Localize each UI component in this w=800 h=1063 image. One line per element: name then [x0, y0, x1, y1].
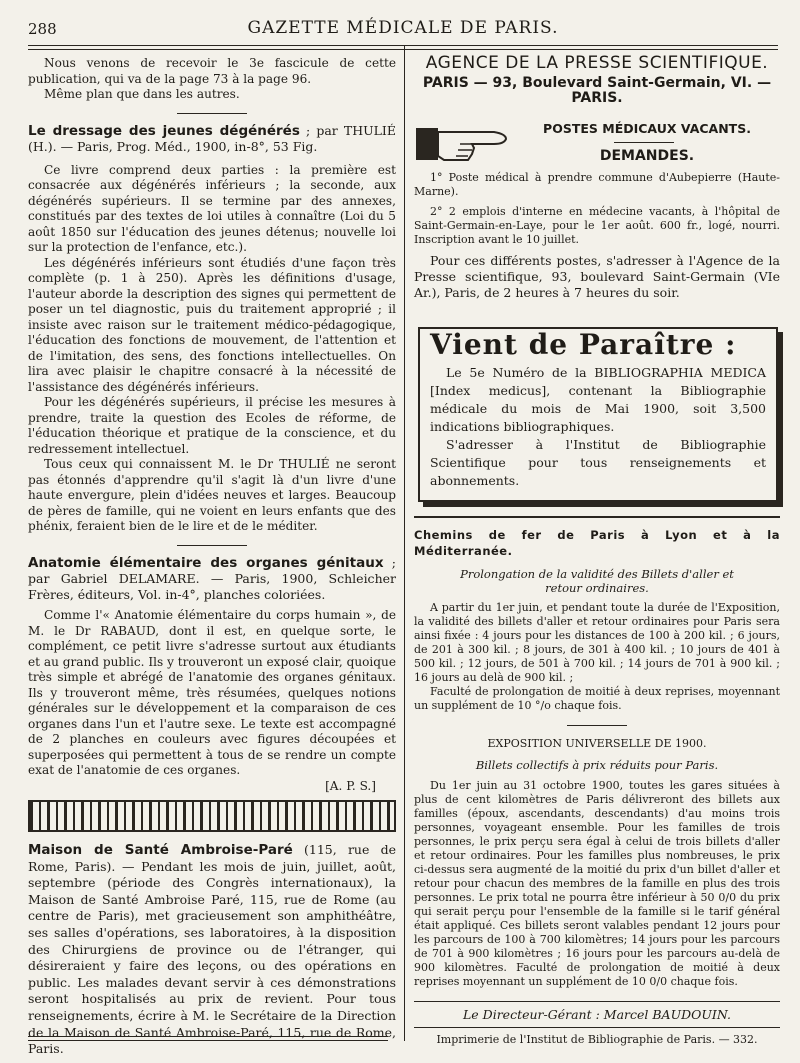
divider: [177, 113, 247, 114]
column-separator: [404, 46, 405, 1041]
page-header: [24, 14, 782, 38]
directeur-gerant: Le Directeur-Gérant : Marcel BAUDOUIN.: [463, 1007, 731, 1022]
ornamental-band: [28, 800, 396, 832]
book-title: Anatomie élémentaire des organes génitaux: [28, 554, 384, 571]
paragraph: Ce livre comprend deux parties : la première est consacrée aux dégénérés inférieurs ; la seconde, aux dégénérés supérieurs. Il se termine par des annexes, constitués par des textes de loi utiles à connaître (Loi du 5 août 1850 sur l'éducation des jeunes détenus; nouvelle loi sur la protection de l'enfance, etc.).: [28, 162, 396, 254]
section-rule: [414, 516, 780, 518]
agence-title: AGENCE DE LA PRESSE SCIENTIFIQUE.: [425, 53, 769, 73]
book-title: Le dressage des jeunes dégénérés: [28, 122, 300, 139]
intro-line: Même plan que dans les autres.: [44, 87, 240, 101]
book-citation: ; par Gabriel DELAMARE. — Paris, 1900, Schleicher Frères, éditeurs, Vol. in-4°, planches coloriées.: [28, 554, 396, 602]
maison-title: Maison de Santé Ambroise-Paré: [28, 842, 293, 858]
book-citation: ; par THULIÉ (H.). — Paris, Prog. Méd., 1900, in-8°, 53 Fig.: [28, 122, 396, 154]
page-number: 288: [28, 20, 57, 38]
postes-heading: POSTES MÉDICAUX VACANTS.: [543, 120, 751, 136]
vacancy-item: 1° Poste médical à prendre commune d'Aubepierre (Haute-Marne).: [414, 170, 780, 198]
demandes-heading: DEMANDES.: [599, 148, 695, 164]
header-rule-2: [28, 49, 778, 50]
section-rule: [414, 1001, 780, 1002]
footer-rule-left-2: [28, 1040, 388, 1041]
vient-de-paraitre-box: [418, 327, 778, 503]
pointing-hand-icon: [414, 118, 514, 168]
right-column: [414, 53, 780, 1047]
vient-title: Vient de Paraître :: [430, 327, 737, 361]
prolongation-title: Prolongation de la validité des Billets d'aller et retour ordinaires.: [460, 567, 734, 595]
chemins-title: Chemins de fer de Paris à Lyon et à la Méditerranée.: [414, 528, 780, 558]
maison-entry: [28, 842, 396, 1058]
paragraph: Les dégénérés inférieurs sont étudiés d'une façon très complète (p. 1 à 250). Après les définitions d'usage, l'auteur aborde la description des signes qui permettent de poser un tel diagnostic, puis du traitement approprié ; il insiste avec raison sur le traitement médico-pédagogique, l'éducation des fonctions de mouvement, de l'attention et de l'imitation, des sens, des fonctions intellectuelles. On lira avec plaisir le chapitre consacré à la nécessité de l'assistance des dégénérés inférieurs.: [28, 255, 396, 394]
book-entry: [28, 123, 396, 155]
header-rule: [28, 45, 778, 46]
expo-subtitle: Billets collectifs à prix réduits pour Paris.: [475, 757, 719, 772]
agence-address: PARIS — 93, Boulevard Saint-Germain, VI. — PARIS.: [422, 74, 772, 106]
maison-text: (115, rue de Rome, Paris). — Pendant les mois de juin, juillet, août, septembre (période des Congrès internationaux), la Maison de Santé Ambroise Paré, 115, rue de Rome (au centre de Paris), met gracieusement son amphithéâtre, ses salles d'opérations, ses laboratoires, à la disposition des Chirurgiens de province ou de l'étranger, qui désireraient y faire des leçons, ou des opérations en public. Les malades devant servir à ces démonstrations seront hospitalisés au prix de revient. Pour tous renseignements, écrire à M. le Secrétaire de la Direction de la Maison de Santé Ambroise-Paré, 115, rue de Rome, Paris.: [28, 842, 396, 1057]
left-column: [28, 56, 396, 1058]
divider: [567, 725, 627, 726]
prolongation-text: Faculté de prolongation de moitié à deux reprises, moyennant un supplément de 10 °/o chaque fois.: [414, 685, 780, 712]
intro-line: Nous venons de recevoir le 3e fascicule de cette publication, qui va de la page 73 à la page 96.: [28, 56, 396, 86]
paragraph: Pour les dégénérés supérieurs, il précise les mesures à prendre, traite la question des Ecoles de réforme, de l'éducation théorique et pratique de la conscience, et du redressement intellectuel.: [28, 395, 396, 456]
prolongation-text: A partir du 1er juin, et pendant toute la durée de l'Exposition, la validité des billets d'aller et retour ordinaires pour Paris sera ainsi fixée : 4 jours pour les distances de 100 à 200 kil. ; 6 jours, de 201 à 300 kil. ; 8 jours, de 301 à 400 kil. ; 10 jours de 401 à 500 kil. ; 12 jours, de 501 à 700 kil. ; 14 jours de 701 à 900 kil. ; 16 jours au delà de 900 kil. ;: [414, 601, 780, 684]
vient-line: S'adresser à l'Institut de Bibliographie Scientifique pour tous renseignements et abonnements.: [430, 437, 766, 488]
divider: [177, 545, 247, 546]
vacancy-item: 2° 2 emplois d'interne en médecine vacants, à l'hôpital de Saint-Germain-en-Laye, pour le 1er août. 600 fr., logé, nourri. Inscription avant le 10 juillet.: [414, 204, 780, 246]
imprimerie: Imprimerie de l'Institut de Bibliographie de Paris. — 332.: [436, 1032, 758, 1046]
footer-rule-left: [28, 1036, 388, 1037]
agence-contact: Pour ces différents postes, s'adresser à l'Agence de la Presse scientifique, 93, boulevard Saint-Germain (VIe Ar.), Paris, de 2 heures à 7 heures du soir.: [414, 252, 780, 300]
expo-text: Du 1er juin au 31 octobre 1900, toutes les gares situées à plus de cent kilomètres de Paris délivreront des billets aux familles (époux, ascendants, descendants) d'au moins trois personnes, voyageant ensemble. Pour les familles de trois personnes, le prix perçu sera égal à celui de trois billets d'aller et retour ordinaires. Pour les familles plus nombreuses, le prix ci-dessus sera augmenté de la moitié du prix d'un billet d'aller et retour pour chacun des membres de la famille en plus des trois personnes. Le prix total ne pourra être inférieur à 50 0/0 du prix qui serait perçu pour l'ensemble de la famille si le tarif général était appliqué. Ces billets seront valables pendant 12 jours pour les parcours de 100 à 700 kilomètres; 14 jours pour les parcours de 701 à 900 kilomètres ; 16 jours pour les parcours au-delà de 900 kilomètres. Faculté de prolongation de moitié à deux reprises moyennant un supplément de 10 0/0 chaque fois.: [414, 779, 780, 988]
journal-title: GAZETTE MÉDICALE DE PARIS.: [247, 18, 559, 38]
paragraph: Comme l'« Anatomie élémentaire du corps humain », de M. le Dr RABAUD, dont il est, en quelque sorte, le complément, ce petit livre s'adresse surtout aux étudiants et au grand public. Ils y trouveront un exposé clair, quoique très simple et abrégé de l'anatomie des organes génitaux. Ils y trouveront même, très résumées, quelques notions générales sur le développement et la comparaison de ces organes dans l'un et l'autre sexe. Le texte est accompagné de 2 planches en couleurs avec figures découpées et superposées qui permettent à tous de se rendre un compte exat de l'anatomie de ces organes.: [28, 608, 396, 777]
vient-line: Le 5e Numéro de la BIBLIOGRAPHIA MEDICA [Index medicus], contenant la Bibliographie médicale du mois de Mai 1900, soit 3,500 indications bibliographiques.: [430, 365, 766, 434]
expo-title: EXPOSITION UNIVERSELLE DE 1900.: [487, 737, 707, 750]
signature: [A. P. S.]: [325, 778, 376, 793]
divider: [614, 142, 674, 143]
section-rule: [414, 1027, 780, 1028]
book-entry: [28, 555, 396, 603]
paragraph: Tous ceux qui connaissent M. le Dr THULIÉ ne seront pas étonnés d'apprendre qu'il s'agit là d'un livre d'une haute envergure, plein d'idées neuves et larges. Beaucoup de pères de famille, qui ne voient en leurs enfants que des phénix, feraient bien de le lire et de le méditer.: [28, 457, 396, 533]
